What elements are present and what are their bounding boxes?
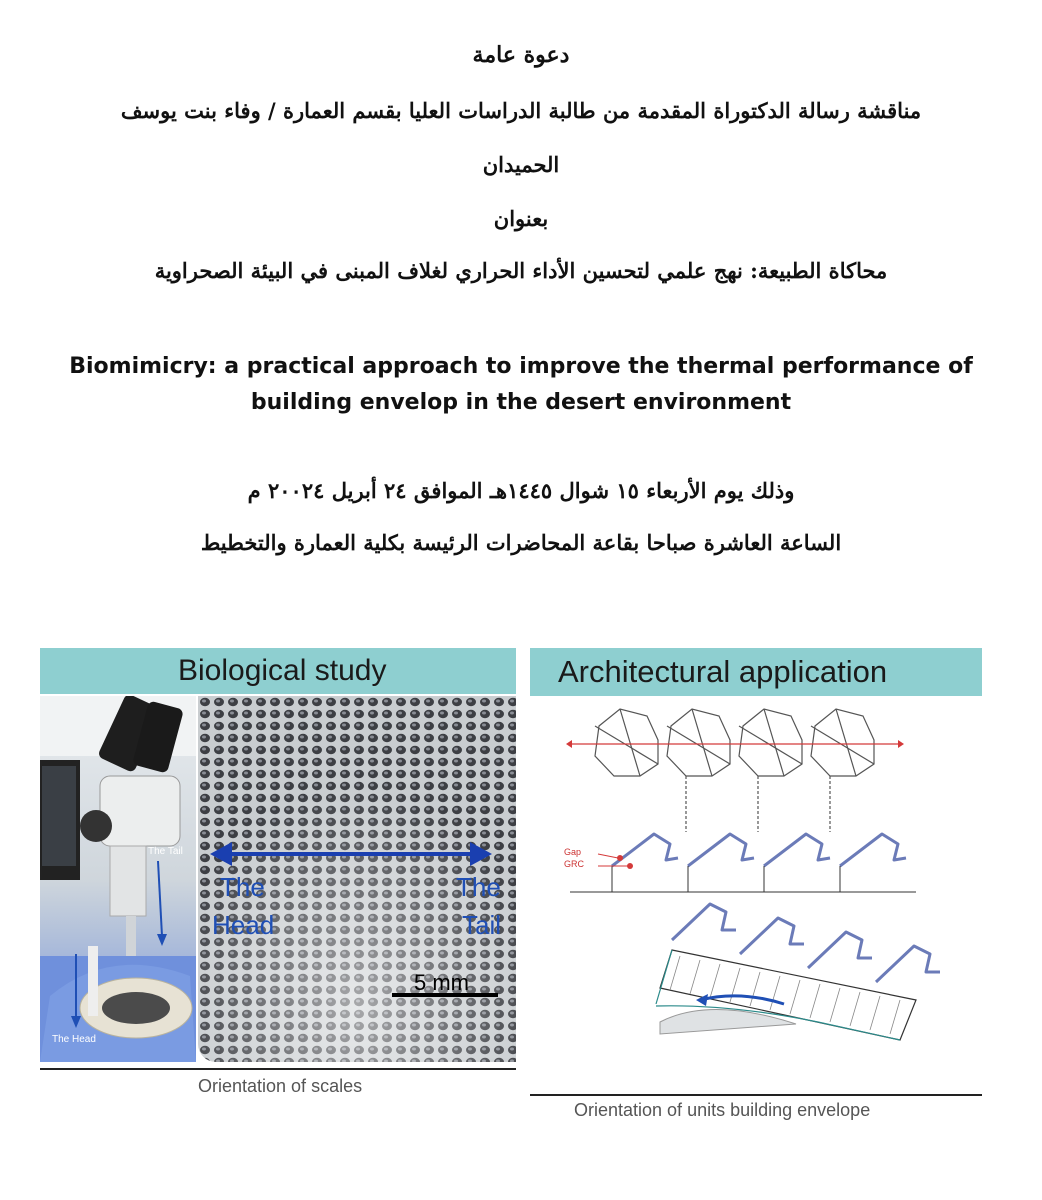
thesis-title-english-line-2: building envelop in the desert environment xyxy=(250,390,792,415)
discussion-line-2: الحميدان xyxy=(482,152,560,177)
architectural-application-title: Architectural application xyxy=(558,654,888,689)
titled-label: بعنوان xyxy=(493,206,549,231)
invitation-heading: دعوة عامة xyxy=(472,42,570,68)
left-panel-divider xyxy=(40,1068,516,1070)
biological-study-panel xyxy=(40,648,516,1124)
head-label-line-2: Head xyxy=(212,910,275,940)
thesis-title-arabic: محاكاة الطبيعة: نهج علمي لتحسين الأداء الحراري لغلاف المبنى في البيئة الصحراوية xyxy=(154,258,888,283)
tail-label-line-1: The xyxy=(456,872,501,902)
architectural-application-heading xyxy=(530,648,982,696)
head-label-line-1: The xyxy=(220,872,265,902)
scales-caption: Orientation of scales xyxy=(198,1076,363,1096)
grc-label: GRC xyxy=(564,859,584,869)
right-panel-divider xyxy=(530,1094,982,1096)
gap-label: Gap xyxy=(564,847,582,857)
tail-label-line-2: Tail xyxy=(462,910,502,940)
biological-study-title: Biological study xyxy=(178,654,387,687)
units-caption: Orientation of units building envelope xyxy=(574,1100,871,1120)
discussion-line-1: مناقشة رسالة الدكتوراة المقدمة من طالبة الدراسات العليا بقسم العمارة / وفاء بنت يوسف xyxy=(120,98,922,123)
microscope-photo xyxy=(40,696,196,1062)
venue-line: الساعة العاشرة صباحا بقاعة المحاضرات الرئيسة بكلية العمارة والتخطيط xyxy=(200,530,842,555)
thesis-title-english-line-1: Biomimicry: a practical approach to improve the thermal performance of xyxy=(69,354,973,379)
architectural-drawings xyxy=(560,704,956,1046)
date-line: وذلك يوم الأربعاء ١٥ شوال ١٤٤٥هـ الموافق ٢٤ أبريل ٢٠٠٢٤ م xyxy=(247,478,795,503)
microscope-photo-illustration xyxy=(40,696,196,1062)
scale-bar-label: 5 mm xyxy=(414,970,469,995)
architectural-application-panel xyxy=(530,648,982,1128)
tail-label-small: The Tail xyxy=(148,846,183,857)
envelope-unit-diagram xyxy=(560,704,956,1046)
biological-study-heading xyxy=(40,648,516,694)
head-label-small: The Head xyxy=(52,1034,96,1045)
scales-closeup xyxy=(198,696,516,1062)
